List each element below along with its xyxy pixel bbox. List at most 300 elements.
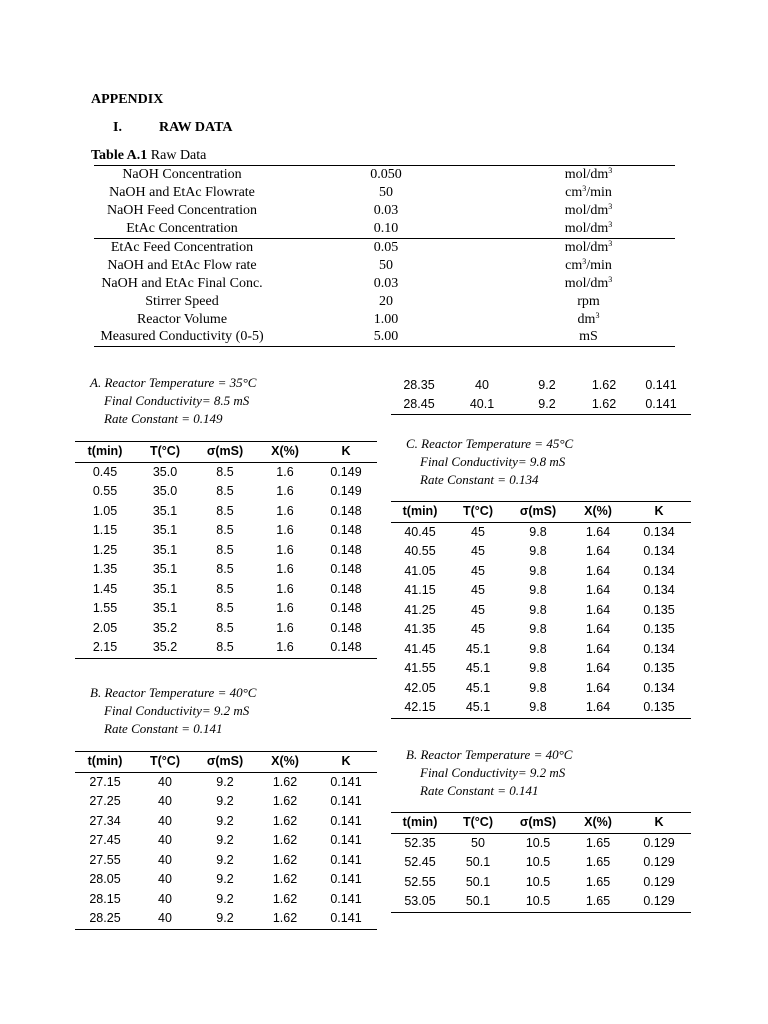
rate-constant-cell: 0.141 (330, 794, 362, 809)
temperature-cell: 35.1 (152, 562, 178, 577)
block-a-rate-constant: Rate Constant = 0.149 (104, 411, 223, 426)
conversion-cell: 1.65 (569, 892, 627, 912)
header-conversion: X(%) (569, 813, 627, 834)
time-cell: 52.45 (404, 855, 436, 870)
table-caption-text: Raw Data (147, 148, 207, 163)
time-cell: 27.45 (89, 833, 121, 848)
temperature-cell: 40 (158, 813, 172, 828)
rate-constant-cell: 0.148 (330, 562, 362, 577)
time-cell: 53.05 (391, 892, 449, 912)
header-conversion: X(%) (255, 442, 315, 463)
raw-unit-exponent: 3 (608, 239, 613, 248)
raw-unit-exponent: 3 (608, 202, 613, 212)
block-d-info (406, 746, 572, 800)
raw-data-row (94, 310, 675, 328)
conversion-cell: 1.6 (276, 503, 294, 518)
block-b-temperature: B. Reactor Temperature = 40°C (90, 685, 257, 700)
rate-constant-cell: 0.141 (330, 833, 362, 848)
rate-constant-cell: 0.148 (315, 638, 377, 658)
raw-data-row (94, 238, 675, 256)
raw-value: 0.10 (270, 220, 502, 238)
raw-data-row (94, 184, 675, 202)
time-cell: 52.55 (404, 874, 436, 889)
rate-constant-cell: 0.129 (643, 855, 675, 870)
table-row (391, 562, 691, 582)
temperature-cell: 50.1 (449, 892, 507, 912)
temperature-cell: 40 (158, 872, 172, 887)
raw-unit-exponent: 3 (608, 166, 613, 176)
rate-constant-cell: 0.149 (330, 464, 362, 479)
block-c-info (406, 435, 573, 489)
temperature-cell: 35.0 (152, 484, 178, 499)
conversion-cell: 1.62 (255, 909, 315, 929)
time-cell: 2.05 (92, 620, 118, 635)
conversion-cell: 1.6 (255, 638, 315, 658)
conversion-cell: 1.62 (272, 852, 298, 867)
block-a-table (75, 441, 377, 659)
conversion-cell: 1.64 (585, 622, 611, 637)
conversion-cell: 1.62 (272, 774, 298, 789)
raw-parameter: NaOH Concentration (94, 166, 270, 184)
table-row (75, 521, 377, 541)
header-rate-constant: K (315, 752, 377, 773)
conductivity-cell: 9.8 (529, 641, 547, 656)
block-a-info (90, 374, 256, 428)
time-cell: 28.15 (89, 891, 121, 906)
temperature-cell: 50.1 (465, 855, 491, 870)
rate-constant-cell: 0.134 (643, 524, 675, 539)
header-temperature: T(°C) (135, 752, 195, 773)
raw-unit: mol/$dm^3$ (502, 220, 675, 238)
time-cell: 1.05 (92, 503, 118, 518)
raw-value: 0.03 (373, 275, 399, 291)
time-cell: 42.15 (391, 698, 449, 718)
conductivity-cell: 9.8 (529, 622, 547, 637)
conversion-cell: 1.64 (585, 583, 611, 598)
temperature-cell: 45 (471, 602, 485, 617)
time-cell: 41.15 (404, 583, 436, 598)
time-cell: 27.15 (89, 774, 121, 789)
conductivity-cell: 9.8 (529, 583, 547, 598)
time-cell: 41.25 (404, 602, 436, 617)
table-row (75, 599, 377, 619)
raw-value: 1.00 (373, 311, 399, 327)
rate-constant-cell: 0.141 (631, 395, 691, 415)
table-row (391, 620, 691, 640)
header-temperature: T(°C) (449, 502, 507, 523)
temperature-cell: 40 (158, 794, 172, 809)
section-title: RAW DATA (159, 120, 233, 135)
temperature-cell: 50.1 (465, 874, 491, 889)
time-cell: 52.35 (404, 835, 436, 850)
temperature-cell: 45 (471, 563, 485, 578)
temperature-cell: 45.1 (465, 641, 491, 656)
table-row (75, 560, 377, 580)
temperature-cell: 50 (471, 835, 485, 850)
raw-unit-exponent: 3 (595, 310, 600, 320)
raw-unit-exponent: 3 (608, 274, 613, 284)
temperature-cell: 45 (471, 583, 485, 598)
time-cell: 40.55 (404, 544, 436, 559)
conductivity-cell: 9.2 (195, 909, 255, 929)
header-conductivity: σ(mS) (195, 442, 255, 463)
block-d-rate-constant: Rate Constant = 0.141 (420, 783, 539, 798)
rate-constant-cell: 0.141 (645, 378, 677, 392)
conversion-cell: 1.6 (276, 601, 294, 616)
rate-constant-cell: 0.135 (643, 602, 675, 617)
raw-unit: $cm^3/\min$ (565, 184, 612, 201)
rate-constant-cell: 0.134 (643, 544, 675, 559)
conductivity-cell: 8.5 (216, 523, 234, 538)
header-time: t(min) (75, 442, 135, 463)
table-row (391, 873, 691, 893)
conversion-cell: 1.64 (585, 602, 611, 617)
conversion-cell: 1.65 (585, 874, 611, 889)
table-row (391, 659, 691, 679)
conversion-cell: 1.6 (276, 464, 294, 479)
temperature-cell: 40 (158, 852, 172, 867)
raw-value: 5.00 (270, 328, 502, 346)
table-row (75, 638, 377, 658)
table-row (391, 853, 691, 873)
table-row (75, 462, 377, 482)
rate-constant-cell: 0.148 (330, 503, 362, 518)
raw-parameter: NaOH and EtAc Final Conc. (101, 275, 263, 291)
conversion-cell: 1.62 (272, 794, 298, 809)
table-row (75, 890, 377, 910)
block-b-table (75, 751, 377, 930)
conductivity-cell: 10.5 (507, 892, 569, 912)
conversion-cell: 1.62 (591, 378, 617, 392)
conductivity-cell: 8.5 (216, 484, 234, 499)
temperature-cell: 35.1 (152, 601, 178, 616)
raw-parameter: Measured Conductivity (0-5) (94, 328, 270, 346)
table-row (75, 851, 377, 871)
time-cell: 27.55 (89, 852, 121, 867)
temperature-cell: 45.1 (465, 680, 491, 695)
raw-parameter: NaOH Feed Concentration (106, 203, 258, 219)
conversion-cell: 1.65 (585, 855, 611, 870)
temperature-cell: 35.1 (152, 542, 178, 557)
temperature-cell: 45 (471, 622, 485, 637)
raw-data-row (94, 256, 675, 274)
table-caption-label: Table A.1 (91, 148, 148, 163)
rate-constant-cell: 0.134 (643, 641, 675, 656)
time-cell: 42.05 (404, 680, 436, 695)
table-row (391, 640, 691, 660)
conductivity-cell: 9.8 (529, 524, 547, 539)
rate-constant-cell: 0.129 (627, 892, 691, 912)
conversion-cell: 1.62 (272, 891, 298, 906)
header-conductivity: σ(mS) (507, 502, 569, 523)
rate-constant-cell: 0.135 (643, 622, 675, 637)
time-cell: 28.25 (75, 909, 135, 929)
rate-constant-cell: 0.141 (330, 774, 362, 789)
temperature-cell: 35.2 (135, 638, 195, 658)
header-time: t(min) (391, 813, 449, 834)
table-row (391, 522, 691, 542)
time-cell: 40.45 (404, 524, 436, 539)
conductivity-cell: 10.5 (525, 874, 551, 889)
temperature-cell: 35.1 (152, 503, 178, 518)
temperature-cell: 45.1 (449, 698, 507, 718)
time-cell: 41.35 (404, 622, 436, 637)
header-conductivity: σ(mS) (195, 752, 255, 773)
table-row (391, 395, 691, 415)
conversion-cell: 1.62 (577, 395, 631, 415)
block-a-temperature: A. Reactor Temperature = 35°C (90, 375, 257, 390)
table-row (75, 502, 377, 522)
rate-constant-cell: 0.141 (330, 891, 362, 906)
table-row (391, 601, 691, 621)
table-row (75, 580, 377, 600)
block-c-table (391, 501, 691, 719)
block-a-conductivity: Final Conductivity= 8.5 mS (104, 393, 250, 408)
temperature-cell: 40 (475, 378, 489, 392)
raw-unit: mS (502, 328, 675, 346)
block-b-continued-table (391, 376, 691, 415)
conversion-cell: 1.64 (585, 544, 611, 559)
time-cell: 0.55 (92, 484, 118, 499)
conversion-cell: 1.6 (276, 484, 294, 499)
header-conductivity: σ(mS) (507, 813, 569, 834)
rate-constant-cell: 0.148 (330, 581, 362, 596)
conductivity-cell: 9.8 (529, 680, 547, 695)
raw-parameter: EtAc Concentration (94, 220, 270, 238)
table-row (75, 909, 377, 929)
rate-constant-cell: 0.135 (627, 698, 691, 718)
rate-constant-cell: 0.134 (643, 563, 675, 578)
raw-value: 0.05 (270, 238, 502, 256)
time-cell: 2.15 (75, 638, 135, 658)
conductivity-cell: 10.5 (525, 835, 551, 850)
temperature-cell: 45.1 (465, 661, 491, 676)
conductivity-cell: 9.2 (538, 378, 556, 392)
table-row (391, 892, 691, 912)
time-cell: 41.45 (404, 641, 436, 656)
temperature-cell: 35.1 (152, 523, 178, 538)
conversion-cell: 1.6 (276, 542, 294, 557)
rate-constant-cell: 0.141 (330, 872, 362, 887)
block-c-conductivity: Final Conductivity= 9.8 mS (420, 454, 566, 469)
section-number: I. (113, 120, 122, 135)
time-cell: 1.55 (92, 601, 118, 616)
rate-constant-cell: 0.134 (643, 583, 675, 598)
raw-parameter: EtAc Feed Concentration (94, 238, 270, 256)
header-temperature: T(°C) (135, 442, 195, 463)
temperature-cell: 35.2 (152, 620, 178, 635)
raw-unit: $dm^3$ (577, 310, 600, 327)
block-b-info (90, 684, 256, 738)
table-row (75, 812, 377, 832)
raw-data-row (94, 220, 675, 238)
rate-constant-cell: 0.149 (330, 484, 362, 499)
conductivity-cell: 9.8 (529, 544, 547, 559)
conversion-cell: 1.6 (276, 581, 294, 596)
table-row (391, 679, 691, 699)
time-cell: 28.45 (391, 395, 447, 415)
raw-unit: $cm^3/\min$ (565, 256, 612, 273)
raw-value: 0.050 (270, 166, 502, 184)
conversion-cell: 1.64 (585, 524, 611, 539)
rate-constant-cell: 0.148 (330, 601, 362, 616)
appendix-heading: APPENDIX (91, 92, 164, 107)
rate-constant-cell: 0.134 (643, 680, 675, 695)
conductivity-cell: 8.5 (216, 620, 234, 635)
raw-value: 0.03 (373, 203, 399, 219)
temperature-cell: 40 (158, 774, 172, 789)
raw-unit: mol/$dm^3$ (564, 274, 613, 291)
conversion-cell: 1.6 (276, 620, 294, 635)
block-d-conductivity: Final Conductivity= 9.2 mS (420, 765, 566, 780)
conversion-cell: 1.62 (272, 833, 298, 848)
header-conversion: X(%) (569, 502, 627, 523)
table-row (75, 831, 377, 851)
time-cell: 41.05 (404, 563, 436, 578)
raw-data-row (94, 166, 675, 184)
table-row (391, 833, 691, 853)
rate-constant-cell: 0.129 (643, 874, 675, 889)
temperature-cell: 35.1 (152, 581, 178, 596)
raw-parameter: NaOH and EtAc Flowrate (109, 185, 255, 201)
temperature-cell: 40 (158, 891, 172, 906)
rate-constant-cell: 0.135 (643, 661, 675, 676)
header-conversion: X(%) (255, 752, 315, 773)
block-d-table (391, 812, 691, 913)
rate-constant-cell: 0.141 (315, 909, 377, 929)
rate-constant-cell: 0.148 (330, 620, 362, 635)
block-c-temperature: C. Reactor Temperature = 45°C (406, 436, 574, 451)
time-cell: 41.55 (404, 661, 436, 676)
raw-data-row (94, 292, 675, 310)
header-time: t(min) (391, 502, 449, 523)
raw-data-row (94, 202, 675, 220)
table-row (391, 376, 691, 395)
conductivity-cell: 8.5 (216, 581, 234, 596)
time-cell: 1.25 (92, 542, 118, 557)
raw-value: 50 (379, 257, 393, 273)
header-rate-constant: K (627, 502, 691, 523)
raw-unit: mol/$dm^3$ (502, 238, 675, 256)
conversion-cell: 1.62 (272, 813, 298, 828)
temperature-cell: 35.0 (152, 464, 178, 479)
block-b-conductivity: Final Conductivity= 9.2 mS (104, 703, 250, 718)
raw-unit: mol/$dm^3$ (564, 202, 613, 219)
table-row (391, 542, 691, 562)
table-row (75, 792, 377, 812)
conductivity-cell: 9.8 (529, 602, 547, 617)
conductivity-cell: 8.5 (216, 542, 234, 557)
raw-parameter: Reactor Volume (136, 311, 228, 327)
raw-unit: mol/$dm^3$ (502, 166, 675, 184)
raw-value: 20 (379, 293, 393, 309)
conductivity-cell: 9.2 (216, 794, 234, 809)
header-temperature: T(°C) (449, 813, 507, 834)
raw-parameter: NaOH and EtAc Flow rate (107, 257, 257, 273)
table-row (75, 482, 377, 502)
time-cell: 0.45 (92, 464, 118, 479)
conductivity-cell: 8.5 (195, 638, 255, 658)
time-cell: 27.34 (89, 813, 121, 828)
conductivity-cell: 8.5 (216, 503, 234, 518)
raw-value: 50 (379, 185, 393, 201)
rate-constant-cell: 0.148 (330, 542, 362, 557)
temperature-cell: 40.1 (447, 395, 517, 415)
raw-data-table (94, 165, 675, 347)
header-rate-constant: K (315, 442, 377, 463)
conductivity-cell: 9.2 (517, 395, 577, 415)
temperature-cell: 45 (471, 544, 485, 559)
conversion-cell: 1.62 (272, 872, 298, 887)
table-row (75, 619, 377, 639)
conductivity-cell: 9.2 (216, 774, 234, 789)
block-d-temperature: B. Reactor Temperature = 40°C (406, 747, 573, 762)
conversion-cell: 1.64 (585, 641, 611, 656)
conductivity-cell: 9.2 (216, 852, 234, 867)
conversion-cell: 1.64 (585, 680, 611, 695)
conversion-cell: 1.64 (585, 563, 611, 578)
rate-constant-cell: 0.141 (330, 852, 362, 867)
temperature-cell: 45 (471, 524, 485, 539)
table-row (75, 772, 377, 792)
raw-unit: rpm (577, 293, 600, 309)
conductivity-cell: 9.8 (529, 661, 547, 676)
conductivity-cell: 9.8 (529, 563, 547, 578)
conversion-cell: 1.64 (585, 661, 611, 676)
time-cell: 28.05 (89, 872, 121, 887)
rate-constant-cell: 0.129 (643, 835, 675, 850)
conversion-cell: 1.64 (569, 698, 627, 718)
time-cell: 1.15 (92, 523, 118, 538)
conductivity-cell: 8.5 (216, 464, 234, 479)
table-row (75, 541, 377, 561)
raw-data-row (94, 274, 675, 292)
conductivity-cell: 8.5 (216, 562, 234, 577)
conversion-cell: 1.65 (585, 835, 611, 850)
time-cell: 1.45 (92, 581, 118, 596)
table-row (391, 581, 691, 601)
conductivity-cell: 9.8 (507, 698, 569, 718)
conductivity-cell: 9.2 (216, 872, 234, 887)
conductivity-cell: 9.2 (216, 833, 234, 848)
conductivity-cell: 9.2 (216, 891, 234, 906)
raw-parameter: Stirrer Speed (145, 293, 219, 309)
rate-constant-cell: 0.141 (330, 813, 362, 828)
conversion-cell: 1.6 (276, 562, 294, 577)
time-cell: 1.35 (92, 562, 118, 577)
block-c-rate-constant: Rate Constant = 0.134 (420, 472, 539, 487)
table-row (391, 698, 691, 718)
temperature-cell: 40 (158, 833, 172, 848)
time-cell: 28.35 (403, 378, 435, 392)
time-cell: 27.25 (89, 794, 121, 809)
raw-unit-exponent: 3 (582, 256, 587, 266)
conversion-cell: 1.6 (276, 523, 294, 538)
conductivity-cell: 9.2 (216, 813, 234, 828)
block-b-rate-constant: Rate Constant = 0.141 (104, 721, 223, 736)
header-time: t(min) (75, 752, 135, 773)
raw-unit-exponent: 3 (608, 220, 613, 230)
header-rate-constant: K (627, 813, 691, 834)
conductivity-cell: 8.5 (216, 601, 234, 616)
table-row (75, 870, 377, 890)
raw-data-row (94, 328, 675, 346)
table-caption (91, 148, 206, 164)
raw-unit-exponent: 3 (582, 184, 587, 194)
conductivity-cell: 10.5 (525, 855, 551, 870)
rate-constant-cell: 0.148 (330, 523, 362, 538)
temperature-cell: 40 (135, 909, 195, 929)
